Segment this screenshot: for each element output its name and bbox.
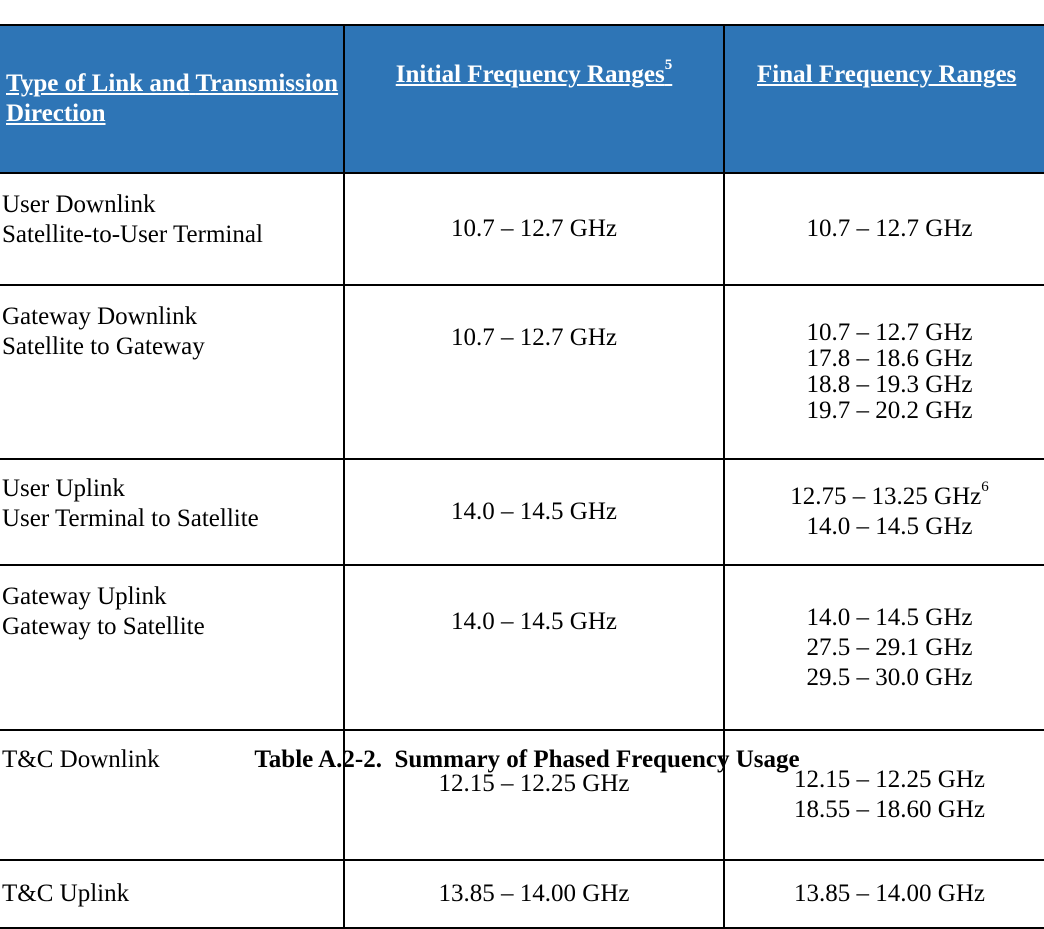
link-direction: Gateway to Satellite — [2, 613, 205, 640]
header-type-of-link — [0, 25, 344, 173]
final-frequency-cell — [724, 565, 1044, 730]
final-frequency-value: 29.5 – 30.0 GHz — [806, 663, 973, 691]
header-initial-label: Initial Frequency Ranges — [395, 61, 665, 88]
final-frequency-cell — [724, 459, 1044, 565]
final-frequency-value: 10.7 – 12.7 GHz — [806, 215, 973, 242]
final-frequency-cell — [724, 860, 1044, 928]
final-frequency-value: 19.7 – 20.2 GHz — [806, 397, 973, 424]
initial-frequency-cell: 12.15 – 12.25 GHz — [344, 730, 724, 860]
table-row — [0, 173, 1044, 285]
final-frequency-value: 27.5 – 29.1 GHz — [806, 633, 973, 661]
table-row — [0, 860, 1044, 928]
header-final-label: Final Frequency Ranges — [757, 61, 1017, 88]
link-type-cell — [0, 565, 344, 730]
table-row — [0, 565, 1044, 730]
initial-frequency-cell: 14.0 – 14.5 GHz — [344, 459, 724, 565]
final-frequency-value: 12.15 – 12.25 GHz — [794, 766, 985, 793]
final-frequency-value: 14.0 – 14.5 GHz — [806, 513, 973, 540]
link-type-cell — [0, 285, 344, 459]
initial-frequency-cell: 10.7 – 12.7 GHz — [344, 285, 724, 459]
link-type-cell — [0, 459, 344, 565]
table-row — [0, 459, 1044, 565]
link-type-name: T&C Uplink — [2, 880, 130, 907]
final-frequency-value: 17.8 – 18.6 GHz — [806, 345, 973, 372]
link-direction: Satellite to Gateway — [2, 333, 205, 360]
initial-frequency-cell: 13.85 – 14.00 GHz — [344, 860, 724, 928]
link-direction: Satellite-to-User Terminal — [2, 221, 263, 248]
link-type-name: Gateway Uplink — [2, 583, 167, 610]
link-type-cell — [0, 173, 344, 285]
final-frequency-value: 18.55 – 18.60 GHz — [794, 796, 985, 823]
link-type-cell — [0, 860, 344, 928]
initial-frequency-cell: 14.0 – 14.5 GHz — [344, 565, 724, 730]
link-type-name: T&C Downlink — [2, 746, 160, 773]
final-frequency-value: 13.85 – 14.00 GHz — [794, 880, 985, 907]
table-caption: Table A.2-2. Summary of Phased Frequency Usage — [254, 746, 800, 773]
link-type-name: Gateway Downlink — [2, 303, 198, 330]
final-frequency-value: 14.0 – 14.5 GHz — [806, 603, 973, 631]
header-final-frequency — [724, 25, 1044, 173]
final-frequency-cell — [724, 285, 1044, 459]
header-type-line-1: Type of Link and — [6, 70, 190, 97]
link-direction: User Terminal to Satellite — [2, 505, 259, 532]
frequency-usage-table — [0, 24, 1044, 929]
final-frequency-value: 10.7 – 12.7 GHz — [806, 319, 973, 346]
link-type-name: User Downlink — [2, 191, 156, 218]
footnote-6-marker: 6 — [981, 478, 989, 495]
header-initial-frequency — [344, 25, 724, 173]
initial-frequency-cell: 10.7 – 12.7 GHz — [344, 173, 724, 285]
final-frequency-value: 18.8 – 19.3 GHz — [806, 371, 973, 398]
header-type-line-2: Transmission Direction — [6, 70, 339, 127]
link-type-name: User Uplink — [2, 475, 125, 502]
header-row — [0, 25, 1044, 173]
frequency-table-container — [0, 24, 1044, 929]
footnote-5-marker: 5 — [664, 56, 673, 73]
final-frequency-value-with-footnote — [725, 478, 1044, 512]
final-frequency-value: 12.75 – 13.25 GHz — [790, 483, 982, 510]
final-frequency-cell — [724, 173, 1044, 285]
table-row — [0, 285, 1044, 459]
